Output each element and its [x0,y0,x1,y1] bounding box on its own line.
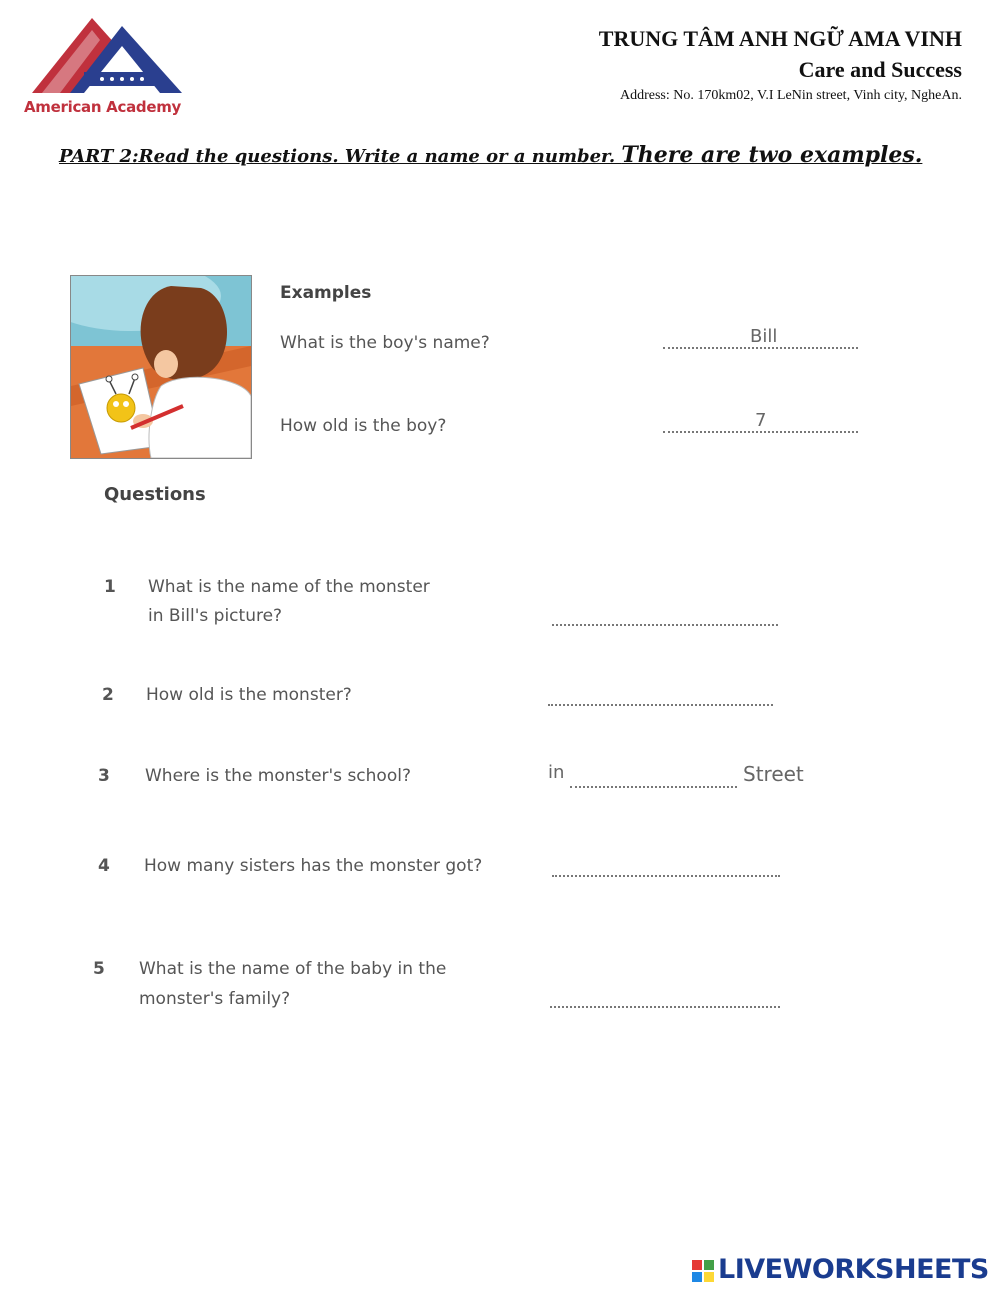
answer-input-1[interactable] [552,600,782,624]
question-3-suffix: Street [743,762,804,786]
part-instruction [59,140,939,172]
center-slogan: Care and Success [798,57,962,82]
question-number-5: 5 [93,959,105,979]
question-3-line1: Where is the monster's school? [145,766,411,786]
question-number-3: 3 [98,766,110,786]
examples-heading: Examples [280,283,372,303]
question-number-1: 1 [104,577,116,597]
answer-input-5[interactable] [550,982,784,1006]
liveworksheets-icon [692,1260,714,1282]
question-1-line1: What is the name of the monster [148,577,430,597]
boy-drawing-illustration [70,275,252,459]
answer-input-3[interactable] [570,762,741,786]
question-number-4: 4 [98,856,110,876]
answer-line-3 [570,786,737,788]
question-1-line2: in Bill's picture? [148,606,283,626]
example-question-2: How old is the boy? [280,416,447,436]
example-question-1: What is the boy's name? [280,333,490,353]
answer-line-4 [552,875,780,877]
answer-line-2 [548,704,773,706]
question-5-line2: monster's family? [139,989,291,1009]
logo-text: American Academy [24,98,182,116]
question-4-line1: How many sisters has the monster got? [144,856,483,876]
center-title: TRUNG TÂM ANH NGỮ AMA VINH [598,26,962,51]
question-3-prefix: in [548,762,565,783]
example-answer-2: 7 [755,410,767,431]
question-2-line1: How old is the monster? [146,685,352,705]
example-answer-1: Bill [750,326,778,347]
answer-input-2[interactable] [548,680,777,704]
instruction-part2: There are two examples. [621,142,923,168]
question-5-line1: What is the name of the baby in the [139,959,447,979]
center-address: Address: No. 170km02, V.I LeNin street, Vinh city, NgheAn. [620,88,962,103]
example-answer-line-1 [663,347,858,349]
question-number-2: 2 [102,685,114,705]
instruction-part1: PART 2:Read the questions. Write a name or a number. [59,146,622,167]
example-answer-line-2 [663,431,858,433]
answer-input-4[interactable] [552,851,784,875]
liveworksheets-brand: LIVEWORKSHEETS [718,1254,989,1285]
answer-line-1 [552,624,778,626]
answer-line-5 [550,1006,780,1008]
questions-heading: Questions [104,484,206,505]
